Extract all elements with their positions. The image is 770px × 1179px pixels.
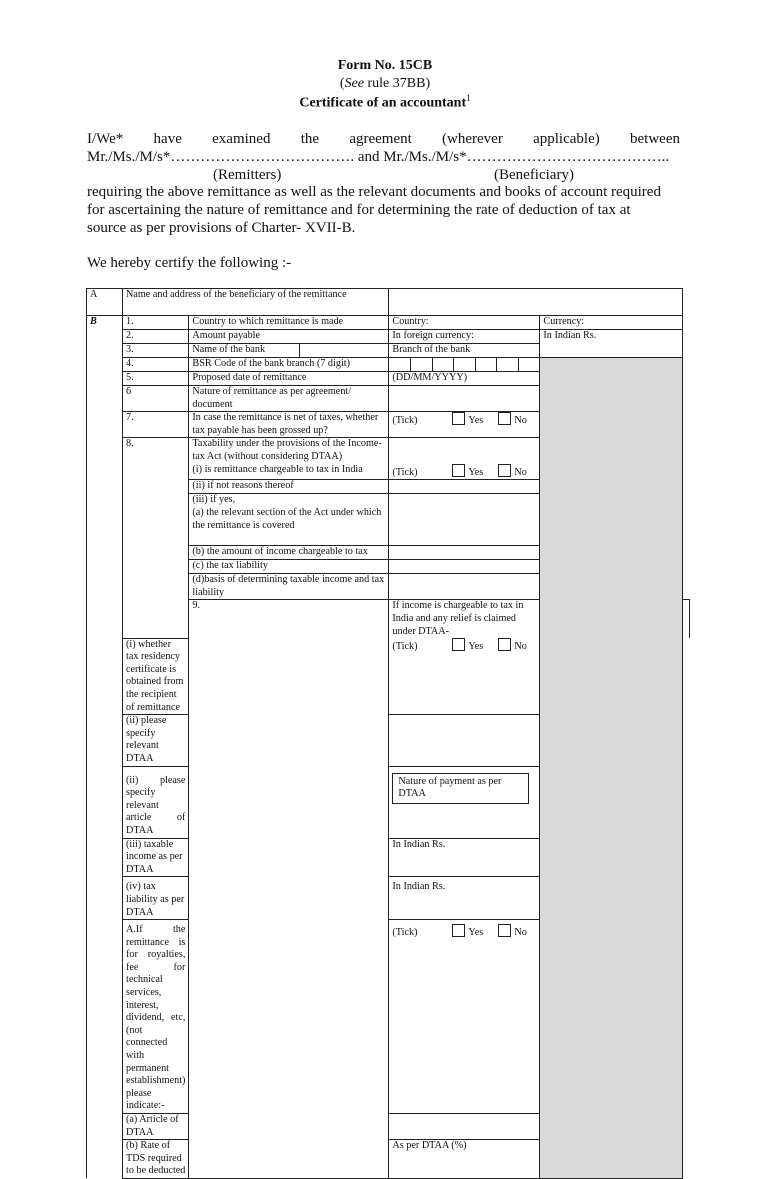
- article-label: (ii) please specify relevant article of DTAA: [123, 766, 189, 838]
- form-table: [86, 288, 690, 1179]
- remitters-label: (Remitters): [213, 167, 282, 183]
- intro-line-5: source as per provisions of Charter- XVII-B.: [87, 220, 356, 236]
- section-b: B: [87, 316, 123, 1179]
- currency-field[interactable]: Currency:: [540, 316, 683, 330]
- item-number: 3.: [123, 344, 189, 358]
- no-label: No: [514, 927, 527, 939]
- tick-label: (Tick): [392, 415, 418, 427]
- word: (wherever: [442, 131, 503, 147]
- taxability-field: [389, 438, 540, 464]
- trc-tick: [389, 638, 540, 715]
- row-2: [87, 330, 690, 344]
- no-checkbox[interactable]: [498, 638, 511, 651]
- basis-field[interactable]: [389, 574, 540, 600]
- tax-liability-label: (c) the tax liability: [189, 560, 389, 574]
- word: I/We*: [87, 131, 124, 147]
- article-field[interactable]: [389, 766, 540, 838]
- dtaa-tax-liability-field[interactable]: In Indian Rs.: [389, 877, 540, 920]
- tick-label: (Tick): [392, 641, 418, 653]
- item-number: 7.: [123, 412, 189, 438]
- intro-line-2: Mr./Ms./M/s*………………………………. and Mr./Ms./M/s*…………………………………..: [87, 149, 670, 165]
- nature-of-payment-box: Nature of payment as per DTAA: [392, 773, 529, 804]
- no-checkbox[interactable]: [498, 412, 511, 425]
- word: have: [153, 131, 182, 147]
- dtaa-label: (ii) please specify relevant DTAA: [123, 715, 189, 766]
- shaded-area: [540, 358, 683, 1179]
- taxability-label: Taxability under the provisions of the Income-tax Act (without considering DTAA): [189, 438, 389, 464]
- tick-label: (Tick): [392, 466, 418, 478]
- bsr-label: BSR Code of the bank branch (7 digit): [189, 358, 389, 372]
- row-a: [87, 289, 690, 316]
- grossed-up-tick: [389, 412, 540, 438]
- foreign-currency-field[interactable]: In foreign currency:: [389, 330, 540, 344]
- dtaa-tax-liability-label: (iv) tax liability as per DTAA: [123, 877, 189, 920]
- trc-label: (i) whether tax residency certificate is obtained from the recipient of remittance: [123, 638, 189, 715]
- amount-label: Amount payable: [189, 330, 389, 344]
- intro-line-3: requiring the above remittance as well as the relevant documents and books of account required: [87, 184, 661, 200]
- reasons-field[interactable]: [389, 480, 540, 494]
- amount-chargeable-label: (b) the amount of income chargeable to tax: [189, 546, 389, 560]
- date-field[interactable]: (DD/MM/YYYY): [389, 372, 540, 386]
- item-number: 2.: [123, 330, 189, 344]
- relief-label: If income is chargeable to tax in India and any relief is claimed under DTAA-: [389, 600, 540, 638]
- bank-name-field[interactable]: [300, 344, 388, 357]
- date-label: Proposed date of remittance: [189, 372, 389, 386]
- tick-label: (Tick): [392, 927, 418, 939]
- taxable-income-field[interactable]: In Indian Rs.: [389, 838, 540, 877]
- certificate-title: Certificate of an accountant$^1$: [299, 93, 471, 111]
- item-number: 9.: [189, 600, 389, 1179]
- nature-field[interactable]: [389, 386, 540, 412]
- word: the: [300, 131, 320, 147]
- see-label: See: [344, 76, 364, 91]
- item-number: 1.: [123, 316, 189, 330]
- form-number: Form No. 15CB: [337, 58, 433, 73]
- yes-checkbox[interactable]: [452, 638, 465, 651]
- item-number: 6: [123, 386, 189, 412]
- rule-reference: (See rule 37BB): [339, 76, 431, 91]
- bank-name-cell: [189, 344, 389, 358]
- row-4: [87, 358, 690, 372]
- grossed-up-label: In case the remittance is net of taxes, whether tax payable has been grossed up?: [189, 412, 389, 438]
- word: between: [630, 131, 680, 147]
- beneficiary-name-field[interactable]: [389, 289, 683, 316]
- no-label: No: [514, 415, 527, 427]
- section-field[interactable]: [389, 494, 540, 546]
- bsr-code-boxes[interactable]: [389, 358, 540, 372]
- yes-label: Yes: [468, 927, 484, 939]
- no-label: No: [514, 466, 527, 478]
- item-number: 8.: [123, 438, 189, 638]
- indian-rs-field[interactable]: In Indian Rs.: [540, 330, 683, 358]
- article-dtaa-label: (a) Article of DTAA: [123, 1114, 189, 1140]
- nature-label: Nature of remittance as per agreement/ document: [189, 386, 389, 412]
- tds-rate-label: (b) Rate of TDS required to be deducted: [123, 1140, 189, 1179]
- country-field[interactable]: Country:: [389, 316, 540, 330]
- intro-line-1: [87, 130, 680, 148]
- yes-checkbox[interactable]: [452, 924, 465, 937]
- tax-liability-field[interactable]: [389, 560, 540, 574]
- certify-line: We hereby certify the following :-: [87, 255, 292, 271]
- beneficiary-label: (Beneficiary): [494, 167, 574, 183]
- yes-checkbox[interactable]: [452, 464, 465, 477]
- branch-field[interactable]: Branch of the bank: [389, 344, 540, 358]
- yes-label: Yes: [468, 415, 484, 427]
- taxable-income-label: (iii) taxable income as per DTAA: [123, 838, 189, 877]
- no-checkbox[interactable]: [498, 464, 511, 477]
- word: applicable): [533, 131, 600, 147]
- chargeable-label: (i) is remittance chargeable to tax in India: [189, 464, 389, 480]
- section-label: (a) the relevant section of the Act under which the remittance is covered: [189, 507, 389, 546]
- item-number: 4.: [123, 358, 189, 372]
- royalties-tick: [389, 920, 540, 1114]
- relief-field: [683, 600, 690, 638]
- chargeable-tick: [389, 464, 540, 480]
- dtaa-field[interactable]: [389, 715, 540, 766]
- yes-checkbox[interactable]: [452, 412, 465, 425]
- beneficiary-name-label: Name and address of the beneficiary of the remittance: [123, 289, 389, 316]
- royalties-label: A.If the remittance is for royalties, fee for technical services, interest, dividend, etc,(not connected with permanent establishment) please indicate:-: [123, 920, 189, 1114]
- word: agreement: [349, 131, 412, 147]
- no-label: No: [514, 641, 527, 653]
- no-checkbox[interactable]: [498, 924, 511, 937]
- item-number: 5.: [123, 372, 189, 386]
- if-yes-label: (iii) if yes,: [189, 494, 389, 508]
- section-a: A: [87, 289, 123, 316]
- basis-label: (d)basis of determining taxable income and tax liability: [189, 574, 389, 600]
- footnote-marker: 1: [466, 93, 471, 103]
- rule-text: rule 37BB): [364, 76, 431, 91]
- tds-rate-field[interactable]: As per DTAA (%): [389, 1140, 540, 1179]
- yes-label: Yes: [468, 466, 484, 478]
- bank-name-label: Name of the bank: [189, 344, 300, 357]
- reasons-label: (ii) if not reasons thereof: [189, 480, 389, 494]
- intro-line-4: for ascertaining the nature of remittance and for determining the rate of deduction of tax at: [87, 202, 631, 218]
- country-label: Country to which remittance is made: [189, 316, 389, 330]
- row-1: [87, 316, 690, 330]
- amount-chargeable-field[interactable]: [389, 546, 540, 560]
- yes-label: Yes: [468, 641, 484, 653]
- word: examined: [212, 131, 271, 147]
- article-dtaa-field[interactable]: [389, 1114, 540, 1140]
